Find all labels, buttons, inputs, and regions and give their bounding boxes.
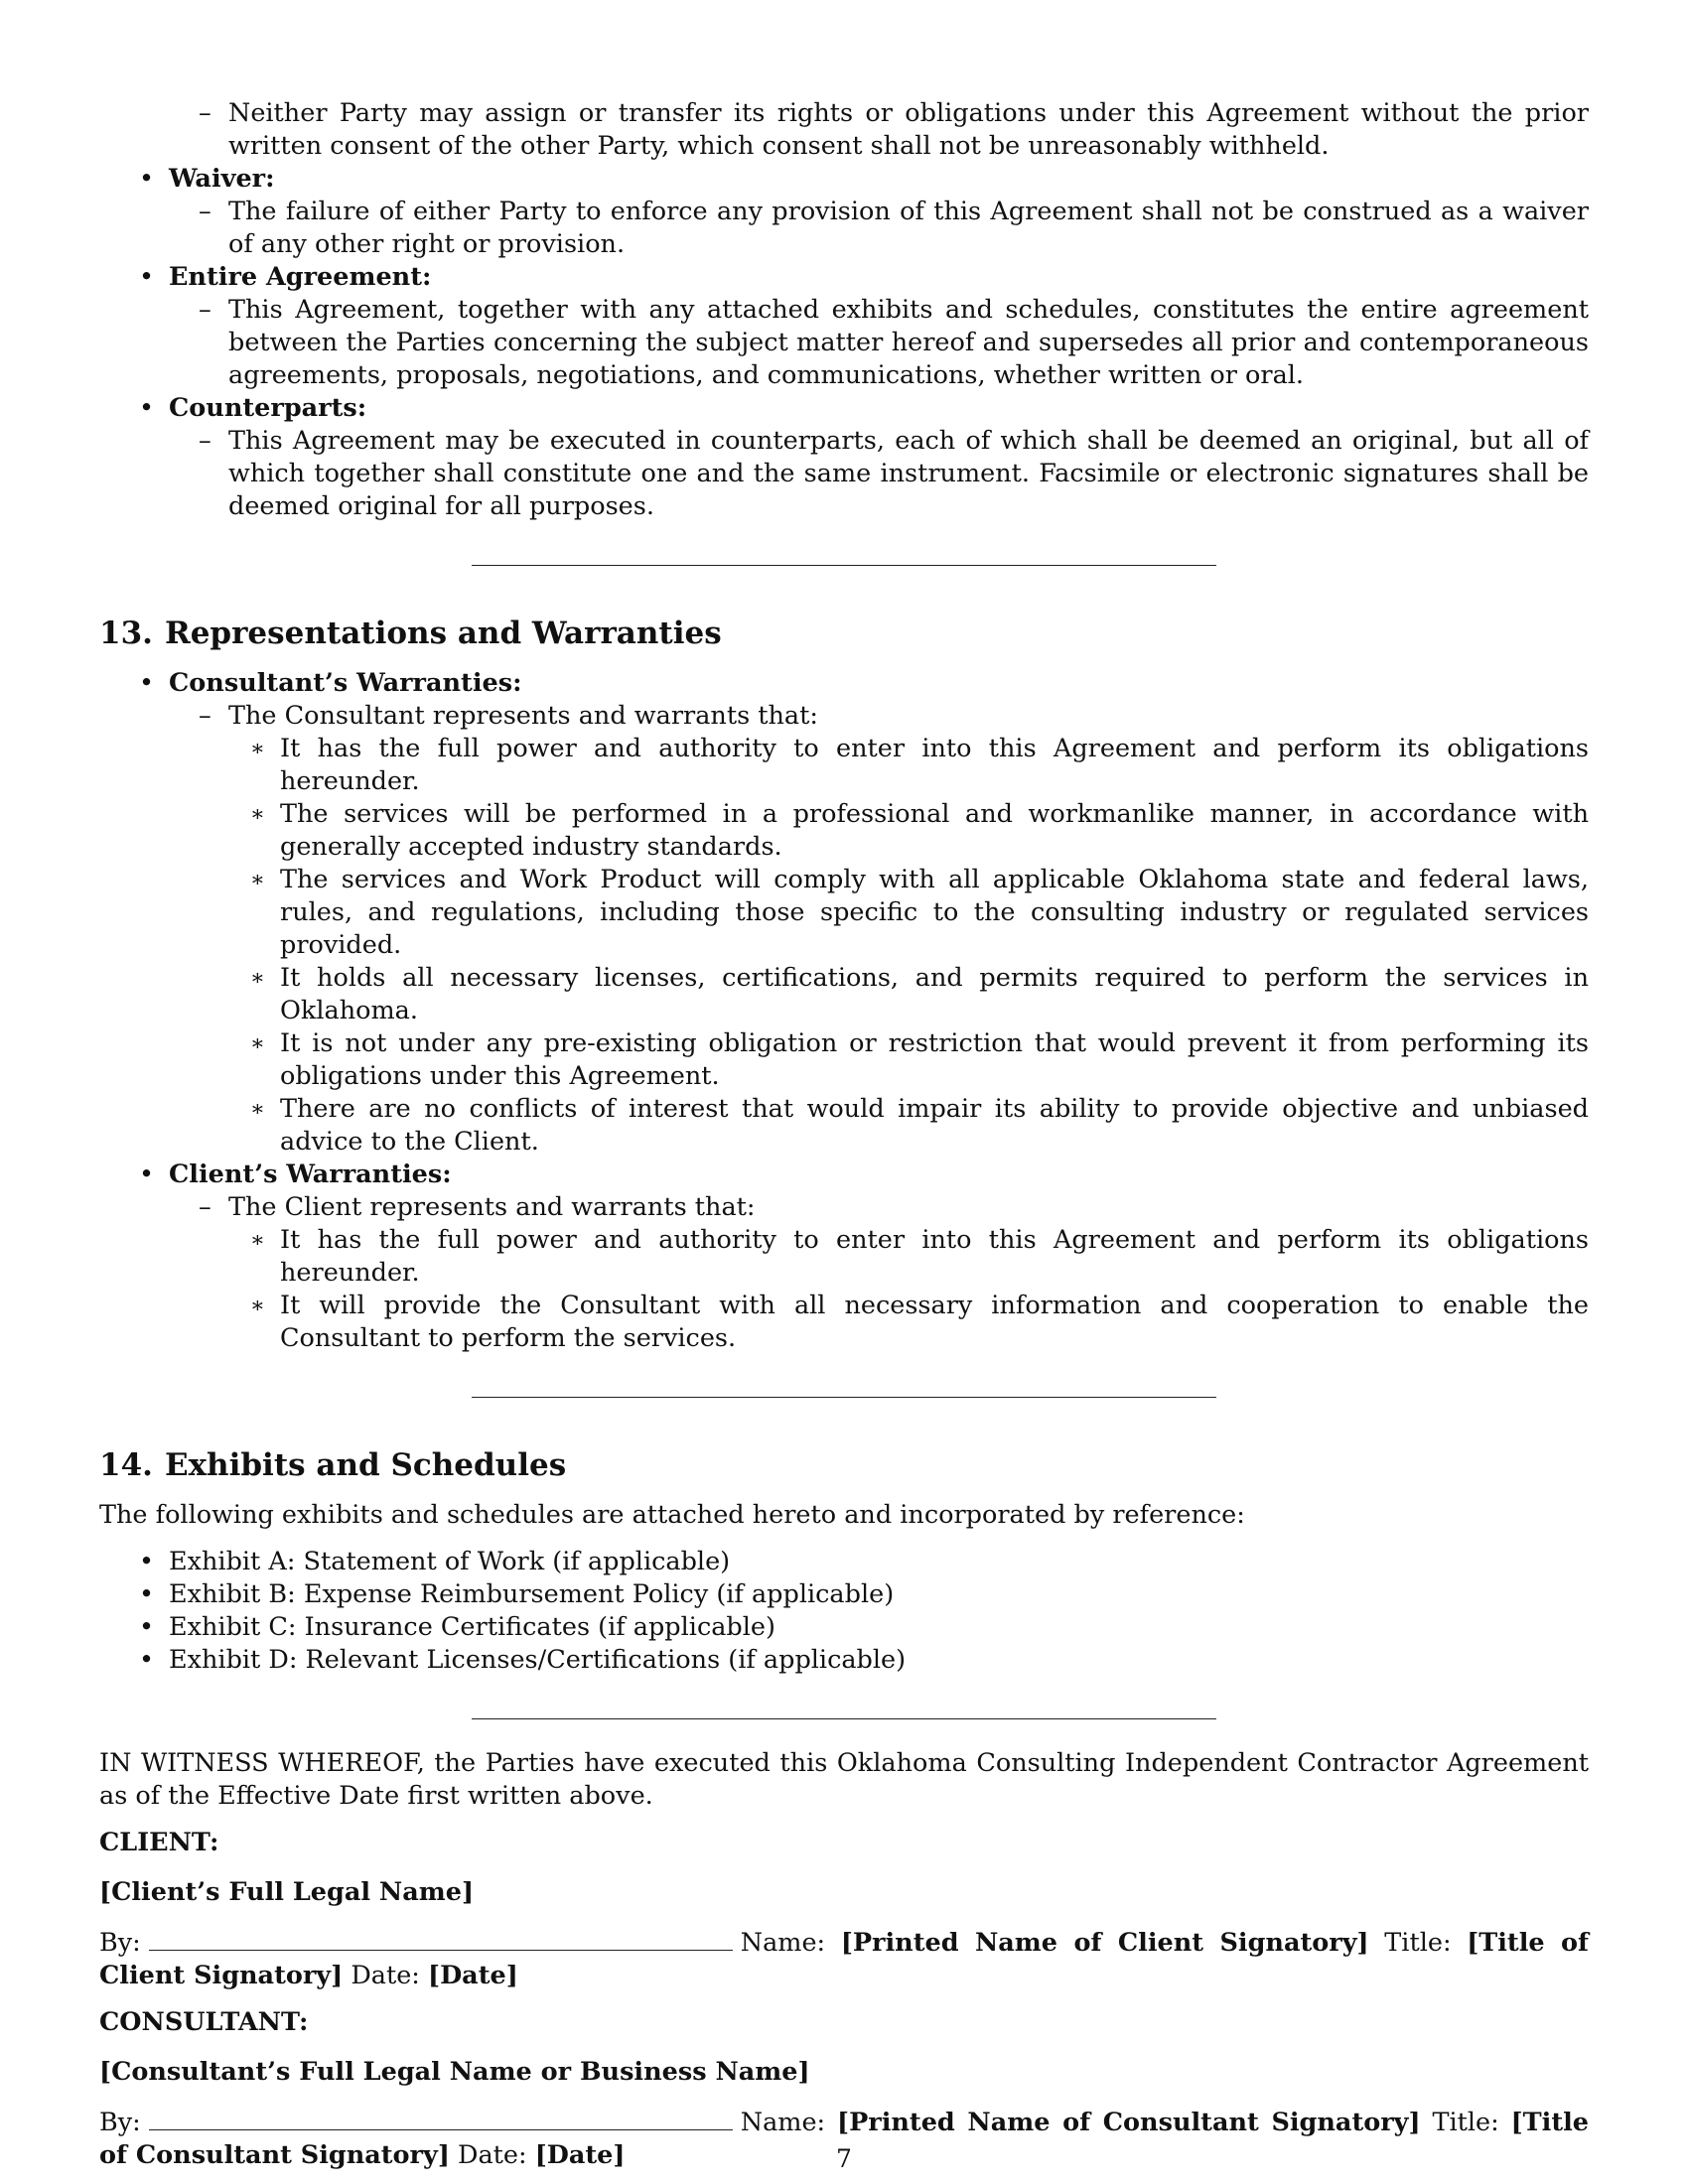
- consultant-heading: CONSULTANT:: [99, 2007, 309, 2037]
- client-signature-block: By: Name: [Printed Name of Client Signatory] Title: [Title of Client Signatory] Date: [Date]: [99, 1928, 1590, 1990]
- list-item: [99, 1191, 1589, 1224]
- bullet-marker: •: [139, 262, 155, 292]
- consultant-party-name: [Consultant’s Full Legal Name or Business Name]: [99, 2057, 810, 2087]
- list-item: [99, 196, 1589, 261]
- asterisk-marker: ∗: [250, 966, 265, 991]
- client-party-name: [Client’s Full Legal Name]: [99, 1877, 475, 1907]
- asterisk-marker: ∗: [250, 868, 265, 892]
- asterisk-marker: ∗: [250, 802, 265, 827]
- exhibits-intro: The following exhibits and schedules are attached hereto and incorporated by reference:: [99, 1500, 1245, 1530]
- bullet-marker: •: [139, 164, 155, 194]
- asterisk-marker: ∗: [250, 737, 265, 761]
- consultant-warranties-intro: The Consultant represents and warrants that:: [228, 701, 818, 731]
- entire-agreement-text: This Agreement, together with any attached exhibits and schedules, constitutes the entire agreement between the Parties concerning the subject matter hereof and supersedes all prior and contemporaneous agreements, proposals, negotiations, and communications, whether written or oral.: [228, 295, 1589, 390]
- list-item: • Exhibit A: Statement of Work (if applicable): [139, 1547, 731, 1576]
- list-item: ∗ It has the full power and authority to enter into this Agreement and perform its obligations hereunder.: [250, 1225, 1589, 1288]
- asterisk-marker: ∗: [250, 1097, 265, 1122]
- bullet-marker: •: [139, 1547, 155, 1576]
- list-item: [99, 97, 1589, 163]
- dash-marker: –: [199, 701, 211, 731]
- dash-marker: –: [199, 1192, 211, 1222]
- list-item: [99, 667, 1589, 700]
- list-item: • Exhibit C: Insurance Certificates (if applicable): [139, 1612, 775, 1642]
- counterparts-text: This Agreement may be executed in counterparts, each of which shall be deemed an original, but all of which together shall constitute one and the same instrument. Facsimile or electronic signatures shall be deemed original for all purposes.: [228, 426, 1589, 521]
- bullet-marker: •: [139, 393, 155, 423]
- dash-marker: –: [199, 98, 211, 128]
- section-14-heading: 14. Exhibits and Schedules: [99, 1447, 567, 1483]
- list-item: ∗ There are no conflicts of interest that would impair its ability to provide objective and unbiased advice to the Client.: [250, 1094, 1589, 1157]
- bullet-marker: •: [139, 668, 155, 698]
- list-item: [99, 425, 1589, 523]
- bullet-marker: •: [139, 1645, 155, 1675]
- list-item: ∗ It has the full power and authority to enter into this Agreement and perform its obligations hereunder.: [250, 734, 1589, 796]
- list-item: [99, 294, 1589, 392]
- bullet-marker: •: [139, 1612, 155, 1642]
- list-item: • Exhibit B: Expense Reimbursement Policy (if applicable): [139, 1579, 895, 1609]
- client-signature-line[interactable]: [149, 1926, 733, 1951]
- entire-agreement-label: Entire Agreement:: [169, 262, 432, 292]
- list-item: [99, 261, 1589, 294]
- client-warranties-label: Client’s Warranties:: [169, 1160, 452, 1189]
- section-13-heading: 13. Representations and Warranties: [99, 615, 722, 651]
- list-item: ∗ It holds all necessary licenses, certifications, and permits required to perform the services in Oklahoma.: [250, 963, 1589, 1025]
- waiver-text: The failure of either Party to enforce any provision of this Agreement shall not be construed as a waiver of any other right or provision.: [228, 197, 1589, 259]
- section-divider: [472, 1397, 1216, 1398]
- list-item: ∗ It is not under any pre-existing obligation or restriction that would prevent it from performing its obligations under this Agreement.: [250, 1028, 1589, 1091]
- list-item: [99, 163, 1589, 196]
- dash-marker: –: [199, 197, 211, 226]
- list-item: ∗ The services and Work Product will comply with all applicable Oklahoma state and federal laws, rules, and regulations, including those specific to the consulting industry or regulated services provided.: [250, 865, 1589, 960]
- counterparts-label: Counterparts:: [169, 393, 367, 423]
- list-item: ∗ The services will be performed in a professional and workmanlike manner, in accordance with generally accepted industry standards.: [250, 799, 1589, 862]
- dash-marker: –: [199, 426, 211, 456]
- section-divider: [472, 1718, 1216, 1719]
- witness-clause: IN WITNESS WHEREOF, the Parties have executed this Oklahoma Consulting Independent Contractor Agreement as of the Effective Date first written above.: [99, 1748, 1589, 1811]
- consultant-warranties-label: Consultant’s Warranties:: [169, 668, 522, 698]
- client-heading: CLIENT:: [99, 1828, 219, 1857]
- asterisk-marker: ∗: [250, 1031, 265, 1056]
- assignment-text: Neither Party may assign or transfer its rights or obligations under this Agreement without the prior written consent of the other Party, which consent shall not be unreasonably withheld.: [228, 98, 1589, 161]
- page-number: 7: [836, 2144, 852, 2173]
- consultant-signature-block: By: Name: [Printed Name of Consultant Signatory] Title: [Title of Consultant Signatory] Date: [Date]: [99, 2108, 1590, 2170]
- waiver-label: Waiver:: [169, 164, 275, 194]
- list-item: • Exhibit D: Relevant Licenses/Certifications (if applicable): [139, 1645, 907, 1675]
- list-item: [99, 700, 1589, 733]
- asterisk-marker: ∗: [250, 1228, 265, 1253]
- bullet-marker: •: [139, 1160, 155, 1189]
- document-page: [99, 97, 1589, 2172]
- list-item: ∗ It will provide the Consultant with all necessary information and cooperation to enable the Consultant to perform the services.: [250, 1291, 1589, 1353]
- asterisk-marker: ∗: [250, 1294, 265, 1318]
- dash-marker: –: [199, 295, 211, 325]
- bullet-marker: •: [139, 1579, 155, 1609]
- list-item: [99, 1159, 1589, 1191]
- list-item: [99, 392, 1589, 425]
- consultant-signature-line[interactable]: [149, 2106, 733, 2130]
- section-divider: [472, 565, 1216, 566]
- client-warranties-intro: The Client represents and warrants that:: [228, 1192, 756, 1222]
